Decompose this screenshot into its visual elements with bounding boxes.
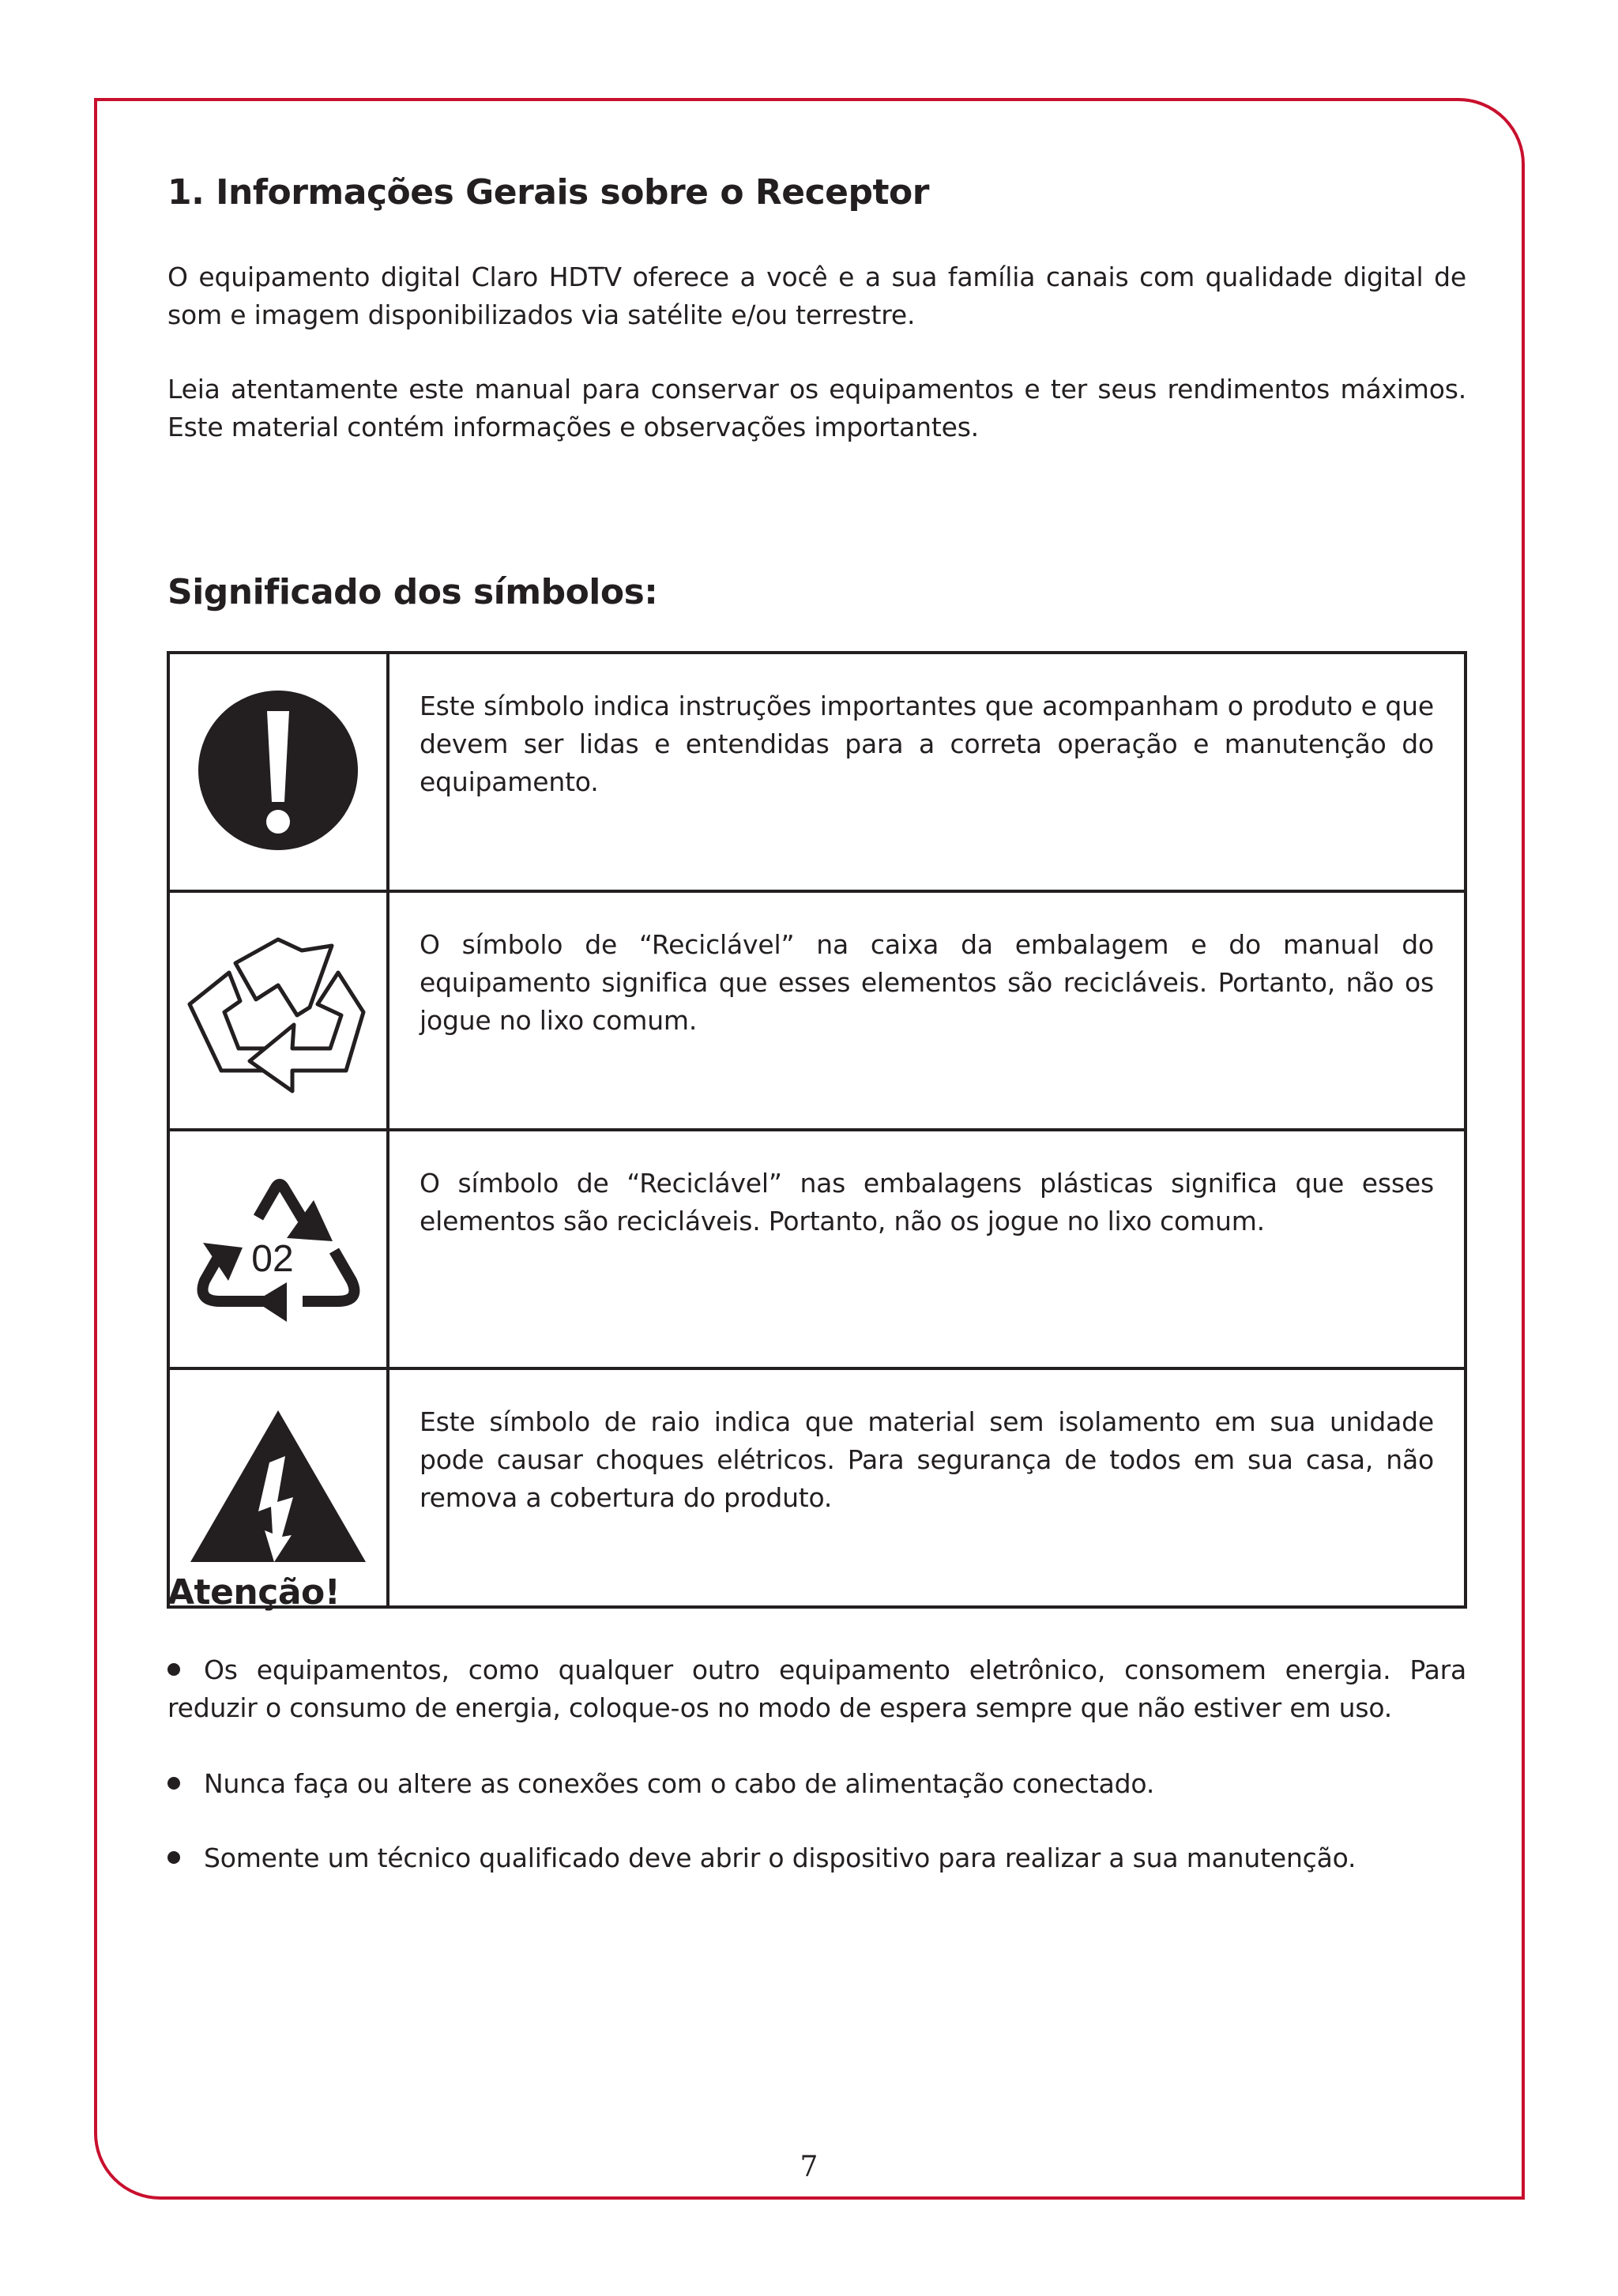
symbol-row [168,653,1466,891]
plastic-code-label: 02 [251,1238,294,1280]
symbol-icon-cell [168,1130,388,1368]
intro-paragraph-2: Leia atentamente este manual para conservar os equipamentos e ter seus rendimentos máximos. Este material contém informações e observações importantes. [167,374,1466,442]
lightning-warning-icon [187,1407,369,1565]
attention-item: Os equipamentos, como qualquer outro equipamento eletrônico, consomem energia. Para reduzir o consumo de energia, coloque-os no modo de espera sempre que não estiver em uso. [167,1654,1466,1723]
intro-paragraph-1: O equipamento digital Claro HDTV oferece a você e a sua família canais com qualidade digital de som e imagem disponibilizados via satélite e/ou terrestre. [167,262,1466,330]
bullet-icon [167,1663,180,1676]
symbol-icon-cell [168,891,388,1130]
attention-item: Somente um técnico qualificado deve abrir o dispositivo para realizar a sua manutenção. [167,1839,1466,1877]
section-title: 1. Informações Gerais sobre o Receptor [167,172,929,213]
recycle-icon [183,922,373,1096]
symbol-icon-cell [168,653,388,891]
bullet-icon [167,1851,180,1864]
symbol-row [168,1130,1466,1368]
attention-heading: Atenção! [167,1572,341,1613]
symbol-icon-cell [168,1368,388,1607]
symbol-row [168,891,1466,1130]
bullet-icon [167,1777,180,1790]
symbol-description: O símbolo de “Reciclável” na caixa da embalagem e do manual do equipamento significa que esses elementos são recicláveis. Portanto, não os jogue no lixo comum. [388,891,1466,1130]
symbol-description: Este símbolo de raio indica que material sem isolamento em sua unidade pode causar choques elétricos. Para segurança de todos em sua casa, não remova a cobertura do produto. [388,1368,1466,1607]
symbol-description: O símbolo de “Reciclável” nas embalagens plásticas significa que esses elementos são recicláveis. Portanto, não os jogue no lixo comum. [388,1130,1466,1368]
attention-item: Nunca faça ou altere as conexões com o cabo de alimentação conectado. [167,1765,1466,1803]
exclamation-icon [195,687,361,853]
symbol-description: Este símbolo indica instruções importantes que acompanham o produto e que devem ser lidas e entendidas para a correta operação e manutenção do equipamento. [388,653,1466,891]
symbols-table [167,651,1467,1613]
plastic-recycle-icon [187,1161,369,1334]
page-number: 7 [800,2151,818,2183]
symbols-heading: Significado dos símbolos: [167,572,658,612]
symbol-row [168,1368,1466,1607]
